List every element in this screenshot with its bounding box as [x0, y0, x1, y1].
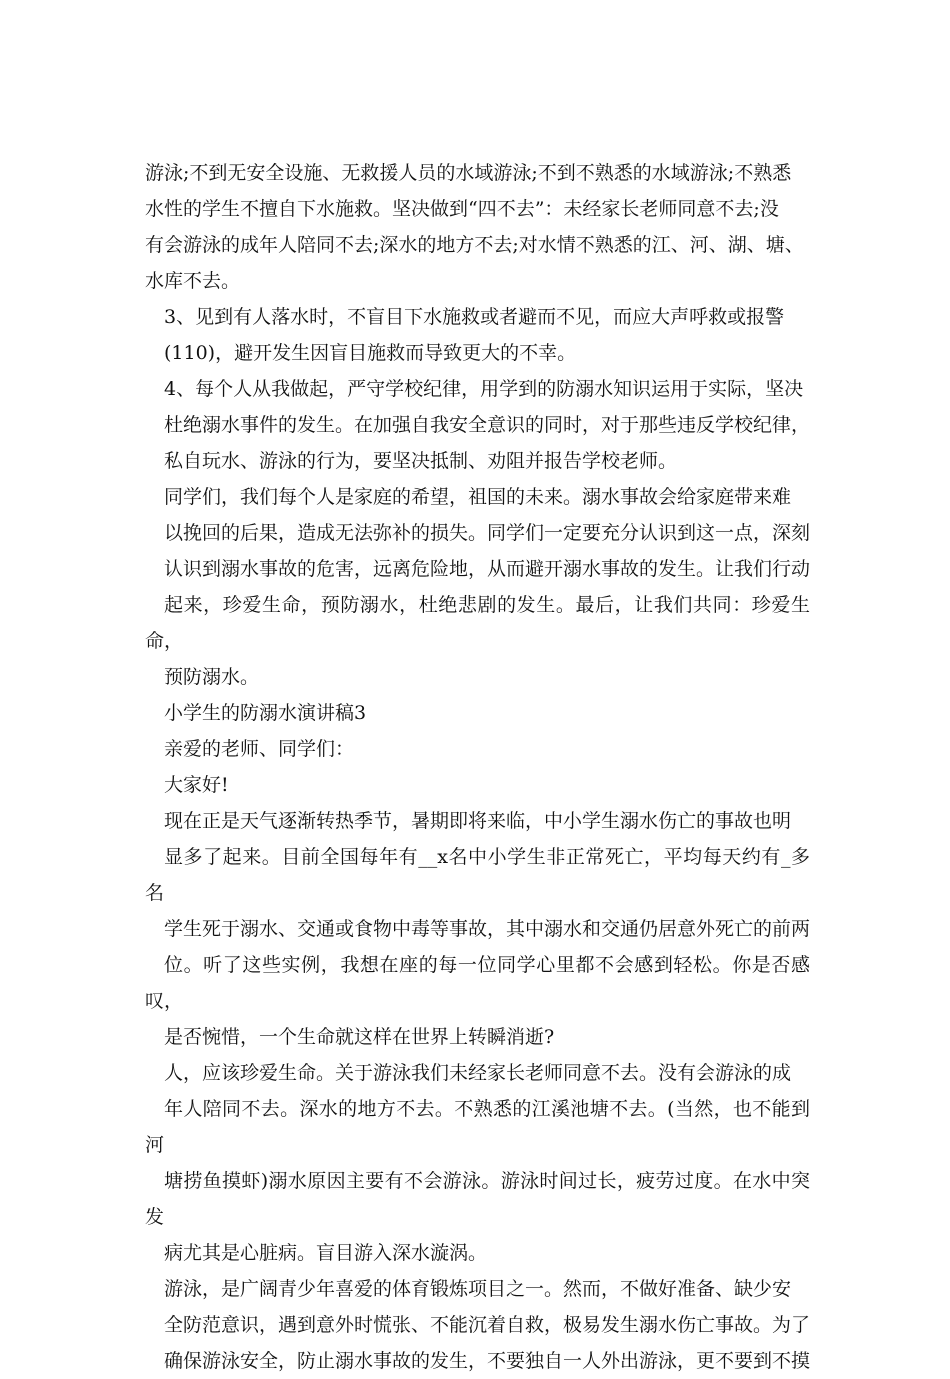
- paragraph: [145, 731, 810, 767]
- document-body: [145, 155, 810, 1379]
- text-line: 塘捞鱼摸虾)溺水原因主要有不会游泳。游泳时间过长，疲劳过度。在水中突发: [145, 1170, 810, 1228]
- paragraph: [145, 479, 810, 695]
- text-line: 游泳;不到无安全设施、无救援人员的水域游泳;不到不熟悉的水域游泳;不熟悉: [145, 162, 792, 184]
- paragraph: [145, 155, 810, 299]
- text-line: 水库不去。: [145, 270, 241, 292]
- text-line: 亲爱的老师、同学们：: [164, 738, 355, 760]
- text-line: 全防范意识，遇到意外时慌张、不能沉着自救，极易发生溺水伤亡事故。为了: [164, 1314, 811, 1336]
- text-line: 年人陪同不去。深水的地方不去。不熟悉的江溪池塘不去。(当然，也不能到河: [145, 1098, 810, 1156]
- text-line: 杜绝溺水事件的发生。在加强自我安全意识的同时，对于那些违反学校纪律，: [164, 414, 811, 436]
- text-line: 位。听了这些实例，我想在座的每一位同学心里都不会感到轻松。你是否感叹，: [145, 954, 810, 1012]
- text-line: 以挽回的后果，造成无法弥补的损失。同学们一定要充分认识到这一点，深刻: [164, 522, 811, 544]
- text-line: 大家好!: [164, 774, 229, 796]
- paragraph: [145, 371, 810, 479]
- text-line: (110)，避开发生因盲目施救而导致更大的不幸。: [164, 342, 577, 364]
- text-line: 同学们，我们每个人是家庭的希望，祖国的未来。溺水事故会给家庭带来难: [164, 486, 792, 508]
- text-line: 人，应该珍爱生命。关于游泳我们未经家长老师同意不去。没有会游泳的成: [164, 1062, 792, 1084]
- text-line: 预防溺水。: [164, 666, 260, 688]
- paragraph: [145, 1055, 810, 1271]
- paragraph: [145, 299, 810, 371]
- text-line: 私自玩水、游泳的行为，要坚决抵制、劝阻并报告学校老师。: [164, 450, 678, 472]
- text-line: 显多了起来。目前全国每年有__x名中小学生非正常死亡，平均每天约有_多名: [145, 846, 810, 904]
- text-line: 起来，珍爱生命，预防溺水，杜绝悲剧的发生。最后，让我们共同：珍爱生命，: [145, 594, 810, 652]
- paragraph: [145, 803, 810, 1055]
- text-line: 确保游泳安全，防止溺水事故的发生，不要独自一人外出游泳，更不要到不摸: [164, 1350, 811, 1372]
- paragraph: [145, 695, 810, 731]
- text-line: 小学生的防溺水演讲稿3: [164, 702, 367, 724]
- paragraph: [145, 767, 810, 803]
- text-line: 水性的学生不擅自下水施救。坚决做到“四不去”：未经家长老师同意不去;没: [145, 198, 779, 220]
- text-line: 4、每个人从我做起，严守学校纪律，用学到的防溺水知识运用于实际，坚决: [164, 378, 804, 400]
- text-line: 病尤其是心脏病。盲目游入深水漩涡。: [164, 1242, 488, 1264]
- text-line: 游泳，是广阔青少年喜爱的体育锻炼项目之一。然而，不做好准备、缺少安: [164, 1278, 792, 1300]
- text-line: 学生死于溺水、交通或食物中毒等事故，其中溺水和交通仍居意外死亡的前两: [164, 918, 811, 940]
- text-line: 认识到溺水事故的危害，远离危险地，从而避开溺水事故的发生。让我们行动: [164, 558, 811, 580]
- text-line: 现在正是天气逐渐转热季节，暑期即将来临，中小学生溺水伤亡的事故也明: [164, 810, 792, 832]
- text-line: 3、见到有人落水时，不盲目下水施救或者避而不见，而应大声呼救或报警: [164, 306, 785, 328]
- text-line: 是否惋惜，一个生命就这样在世界上转瞬消逝?: [164, 1026, 555, 1048]
- text-line: 有会游泳的成年人陪同不去;深水的地方不去;对水情不熟悉的江、河、湖、塘、: [145, 234, 804, 256]
- paragraph: [145, 1271, 810, 1379]
